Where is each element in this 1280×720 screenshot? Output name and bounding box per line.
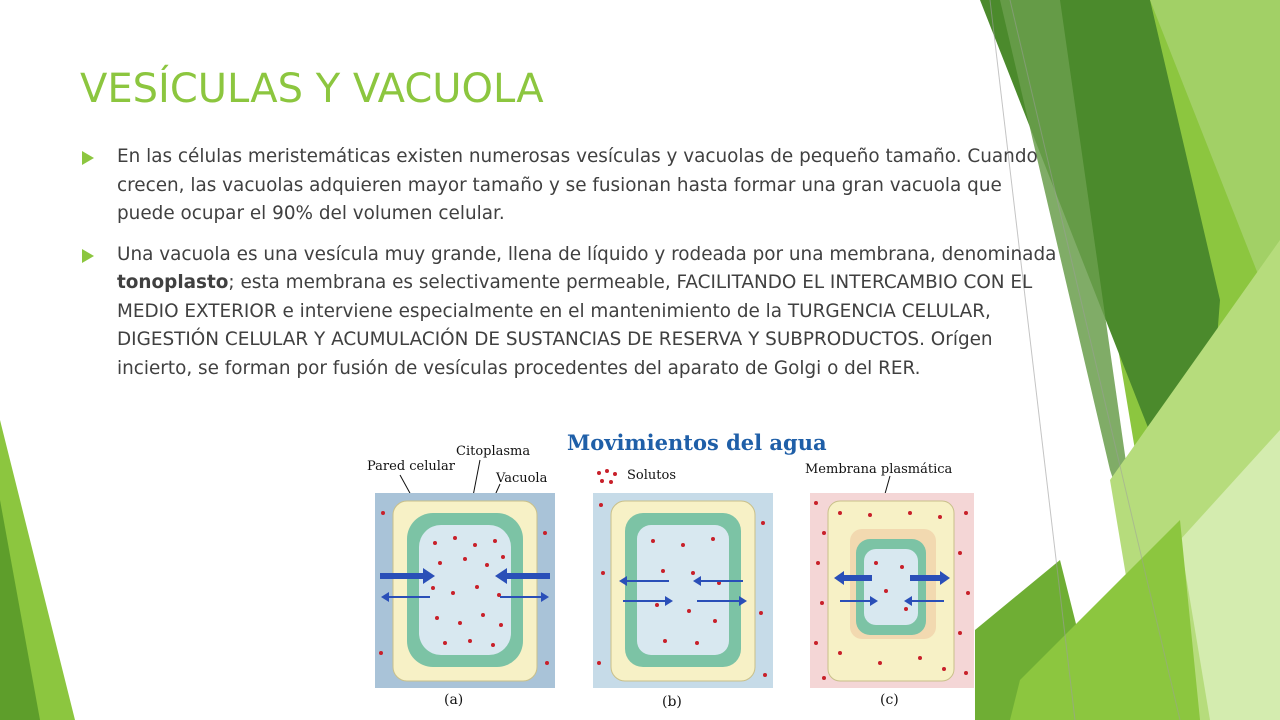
- bullet-arrow-icon: [82, 249, 94, 263]
- bullet-list: [80, 143, 1065, 395]
- label-solutos: Solutos: [627, 468, 676, 483]
- bold-term: tonoplasto: [117, 272, 229, 293]
- bullet-item: [80, 143, 1065, 229]
- bullet-text: En las células meristemáticas existen numerosas vesículas y vacuolas de pequeño tamaño. Cuando crecen, las vacuolas adquieren mayor tamaño y se fusionan hasta formar una gran vacuola que puede ocupar el 90% del volumen celular.: [117, 146, 1038, 224]
- panel-label-c: (c): [880, 692, 899, 708]
- label-citoplasma: Citoplasma: [456, 444, 531, 459]
- cell-panel-c: [810, 493, 974, 688]
- bullet-item: [80, 241, 1065, 384]
- label-vacuola: Vacuola: [496, 471, 548, 486]
- panel-label-b: (b): [662, 694, 682, 710]
- label-pared-celular: Pared celular: [367, 459, 455, 474]
- cell-panel-b: [593, 493, 773, 688]
- figure-title: Movimientos del agua: [567, 430, 827, 455]
- slide-title: VESÍCULAS Y VACUOLA: [80, 66, 544, 112]
- bullet-arrow-icon: [82, 151, 94, 165]
- cell-panel-a: [375, 493, 555, 688]
- label-membrana-plasmatica: Membrana plasmática: [805, 462, 953, 477]
- bullet-text: Una vacuola es una vesícula muy grande, llena de líquido y rodeada por una membrana, denominada tonoplasto; esta membrana es selectivamente permeable, FACILITANDO EL INTERCAMBIO CON EL MEDIO EXTERIOR e interviene especialmente en el mantenimiento de la TURGENCIA CELULAR, DIGESTIÓN CELULAR Y ACUMULACIÓN DE SUSTANCIAS DE RESERVA Y SUBPRODUCTOS. Orígen incierto, se forman por fusión de vesículas procedentes del aparato de Golgi o del RER.: [117, 243, 1057, 379]
- panel-label-a: (a): [444, 692, 464, 708]
